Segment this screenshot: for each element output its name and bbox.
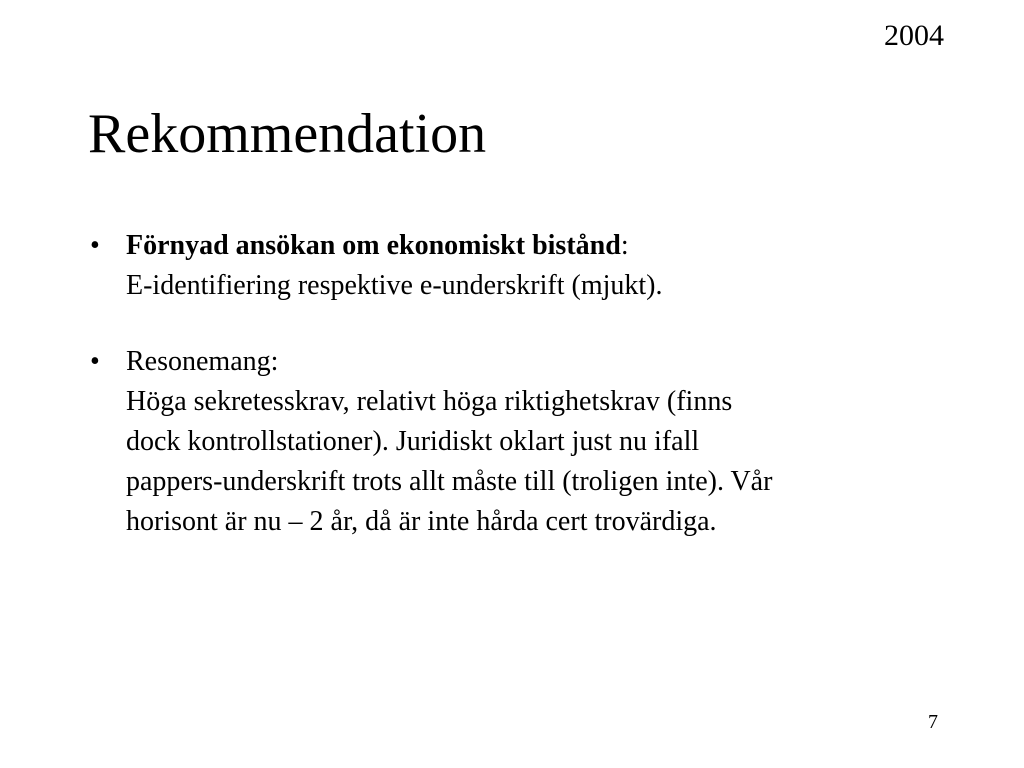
bullet-list	[88, 226, 928, 542]
bullet-heading: Resonemang:	[126, 346, 279, 377]
bullet-text-line: pappers-underskrift trots allt måste till (troligen inte). Vår	[126, 466, 773, 497]
bullet-item	[88, 226, 928, 306]
bullet-symbol: •	[90, 230, 100, 261]
bullet-item	[88, 342, 928, 542]
page-number: 7	[928, 711, 938, 733]
bullet-text-line: Höga sekretesskrav, relativt höga riktighetskrav (finns	[126, 386, 733, 417]
bullet-text-line: dock kontrollstationer). Juridiskt oklart just nu ifall	[126, 426, 700, 457]
bullet-text-line: horisont är nu – 2 år, då är inte hårda cert trovärdiga.	[126, 506, 717, 537]
slide-title: Rekommendation	[88, 103, 487, 165]
bullet-heading-bold: Förnyad ansökan om ekonomiskt bistånd	[126, 230, 621, 261]
bullet-text: E-identifiering respektive e-underskrift (mjukt).	[126, 270, 663, 301]
bullet-symbol: •	[90, 346, 100, 377]
bullet-heading-line	[126, 226, 928, 266]
bullet-heading-suffix: :	[620, 230, 629, 261]
year-label: 2004	[884, 19, 944, 52]
